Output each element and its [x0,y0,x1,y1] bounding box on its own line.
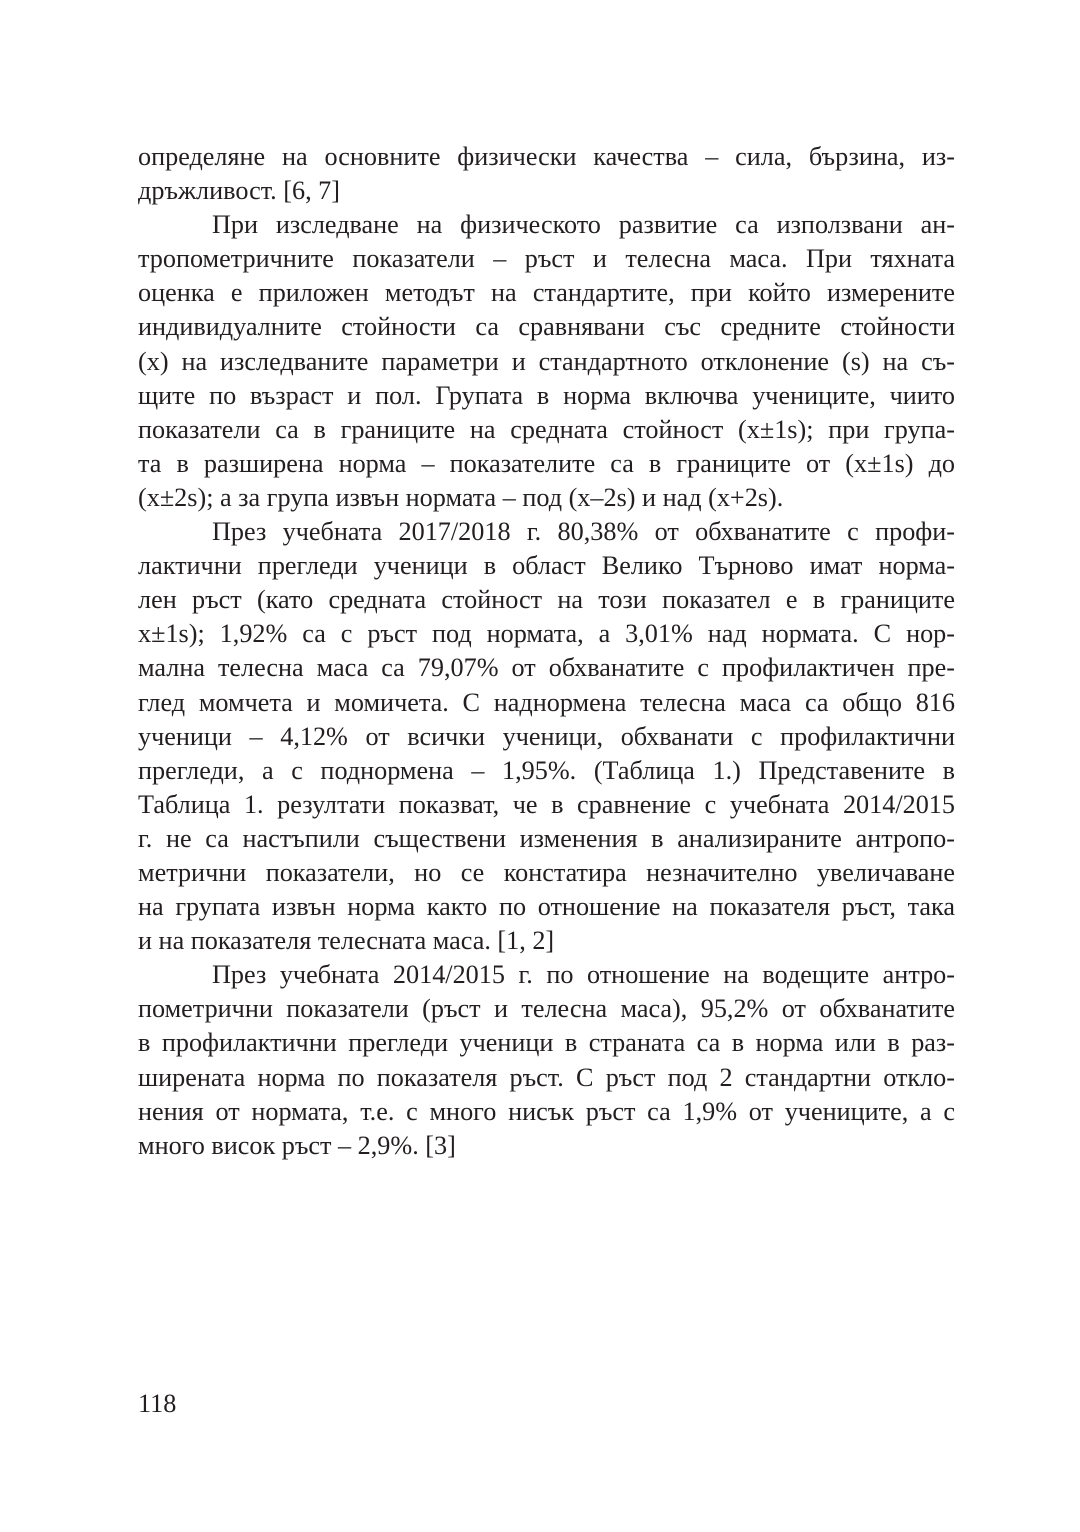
text-line: глед момчета и момичета. С наднормена телесна маса са общо 816 [138,687,955,717]
text-line: определяне на основните физически качества – сила, бързина, из- [138,142,955,171]
text-line: x±1s); 1,92% са с ръст под нормата, а 3,01% над нормата. С нор- [138,619,955,649]
text-line: щите по възраст и пол. Групата в норма включва учениците, чиито [138,380,955,410]
text-line: и на показателя телесната маса. [1, 2] [138,926,555,956]
paragraph-4 [138,958,955,1163]
text-line: много висок ръст – 2,9%. [3] [138,1130,456,1160]
text-line: ученици – 4,12% от всички ученици, обхванати с профилактични [138,721,955,751]
text-line: на групата извън норма както по отношение на показателя ръст, така [138,892,955,922]
text-line: метрични показатели, но се констатира незначително увеличаване [138,857,955,887]
text-line: При изследване на физическото развитие са използвани ан- [212,210,955,240]
paragraph-3 [138,515,955,958]
text-line: лен ръст (като средната стойност на този показател е в границите [138,585,955,615]
text-line: Таблица 1. резултати показват, че в сравнение с учебната 2014/2015 [138,789,955,819]
text-line: През учебната 2014/2015 г. по отношение на водещите антро- [212,960,955,990]
paragraph-2 [138,208,955,515]
text-line: лактични прегледи ученици в област Велико Търново имат норма- [138,551,955,581]
text-line: дръжливост. [6, 7] [138,176,340,206]
text-line: оценка е приложен методът на стандартите, при който измерените [138,278,955,308]
page-number: 118 [138,1389,177,1418]
text-line: в профилактични прегледи ученици в страната са в норма или в раз- [138,1028,955,1058]
text-line: прегледи, а с поднормена – 1,95%. (Таблица 1.) Представените в [138,755,955,785]
page-body [138,140,955,1163]
text-line: г. не са настъпили съществени изменения в анализираните антропо- [138,823,955,853]
text-line: През учебната 2017/2018 г. 80,38% от обхванатите с профи- [212,517,955,547]
text-line: (x±2s); а за група извън нормата – под (x–2s) и над (x+2s). [138,482,784,512]
text-line: нения от нормата, т.е. с много нисък ръст са 1,9% от учениците, а с [138,1096,955,1126]
text-line: та в разширена норма – показателите са в границите от (x±1s) до [138,448,955,478]
text-line: пометрични показатели (ръст и телесна маса), 95,2% от обхванатите [138,994,955,1024]
paragraph-1 [138,140,955,208]
text-line: индивидуалните стойности са сравнявани със средните стойности [138,312,955,342]
text-line: тропометричните показатели – ръст и телесна маса. При тяхната [138,244,955,274]
text-line: показатели са в границите на средната стойност (x±1s); при групa- [138,414,955,444]
text-line: ширената норма по показателя ръст. С ръст под 2 стандартни откло- [138,1062,955,1092]
text-line: мална телесна маса са 79,07% от обхванатите с профилактичен пре- [138,653,955,683]
text-line: (x) на изследваните параметри и стандартното отклонение (s) на съ- [138,346,955,376]
